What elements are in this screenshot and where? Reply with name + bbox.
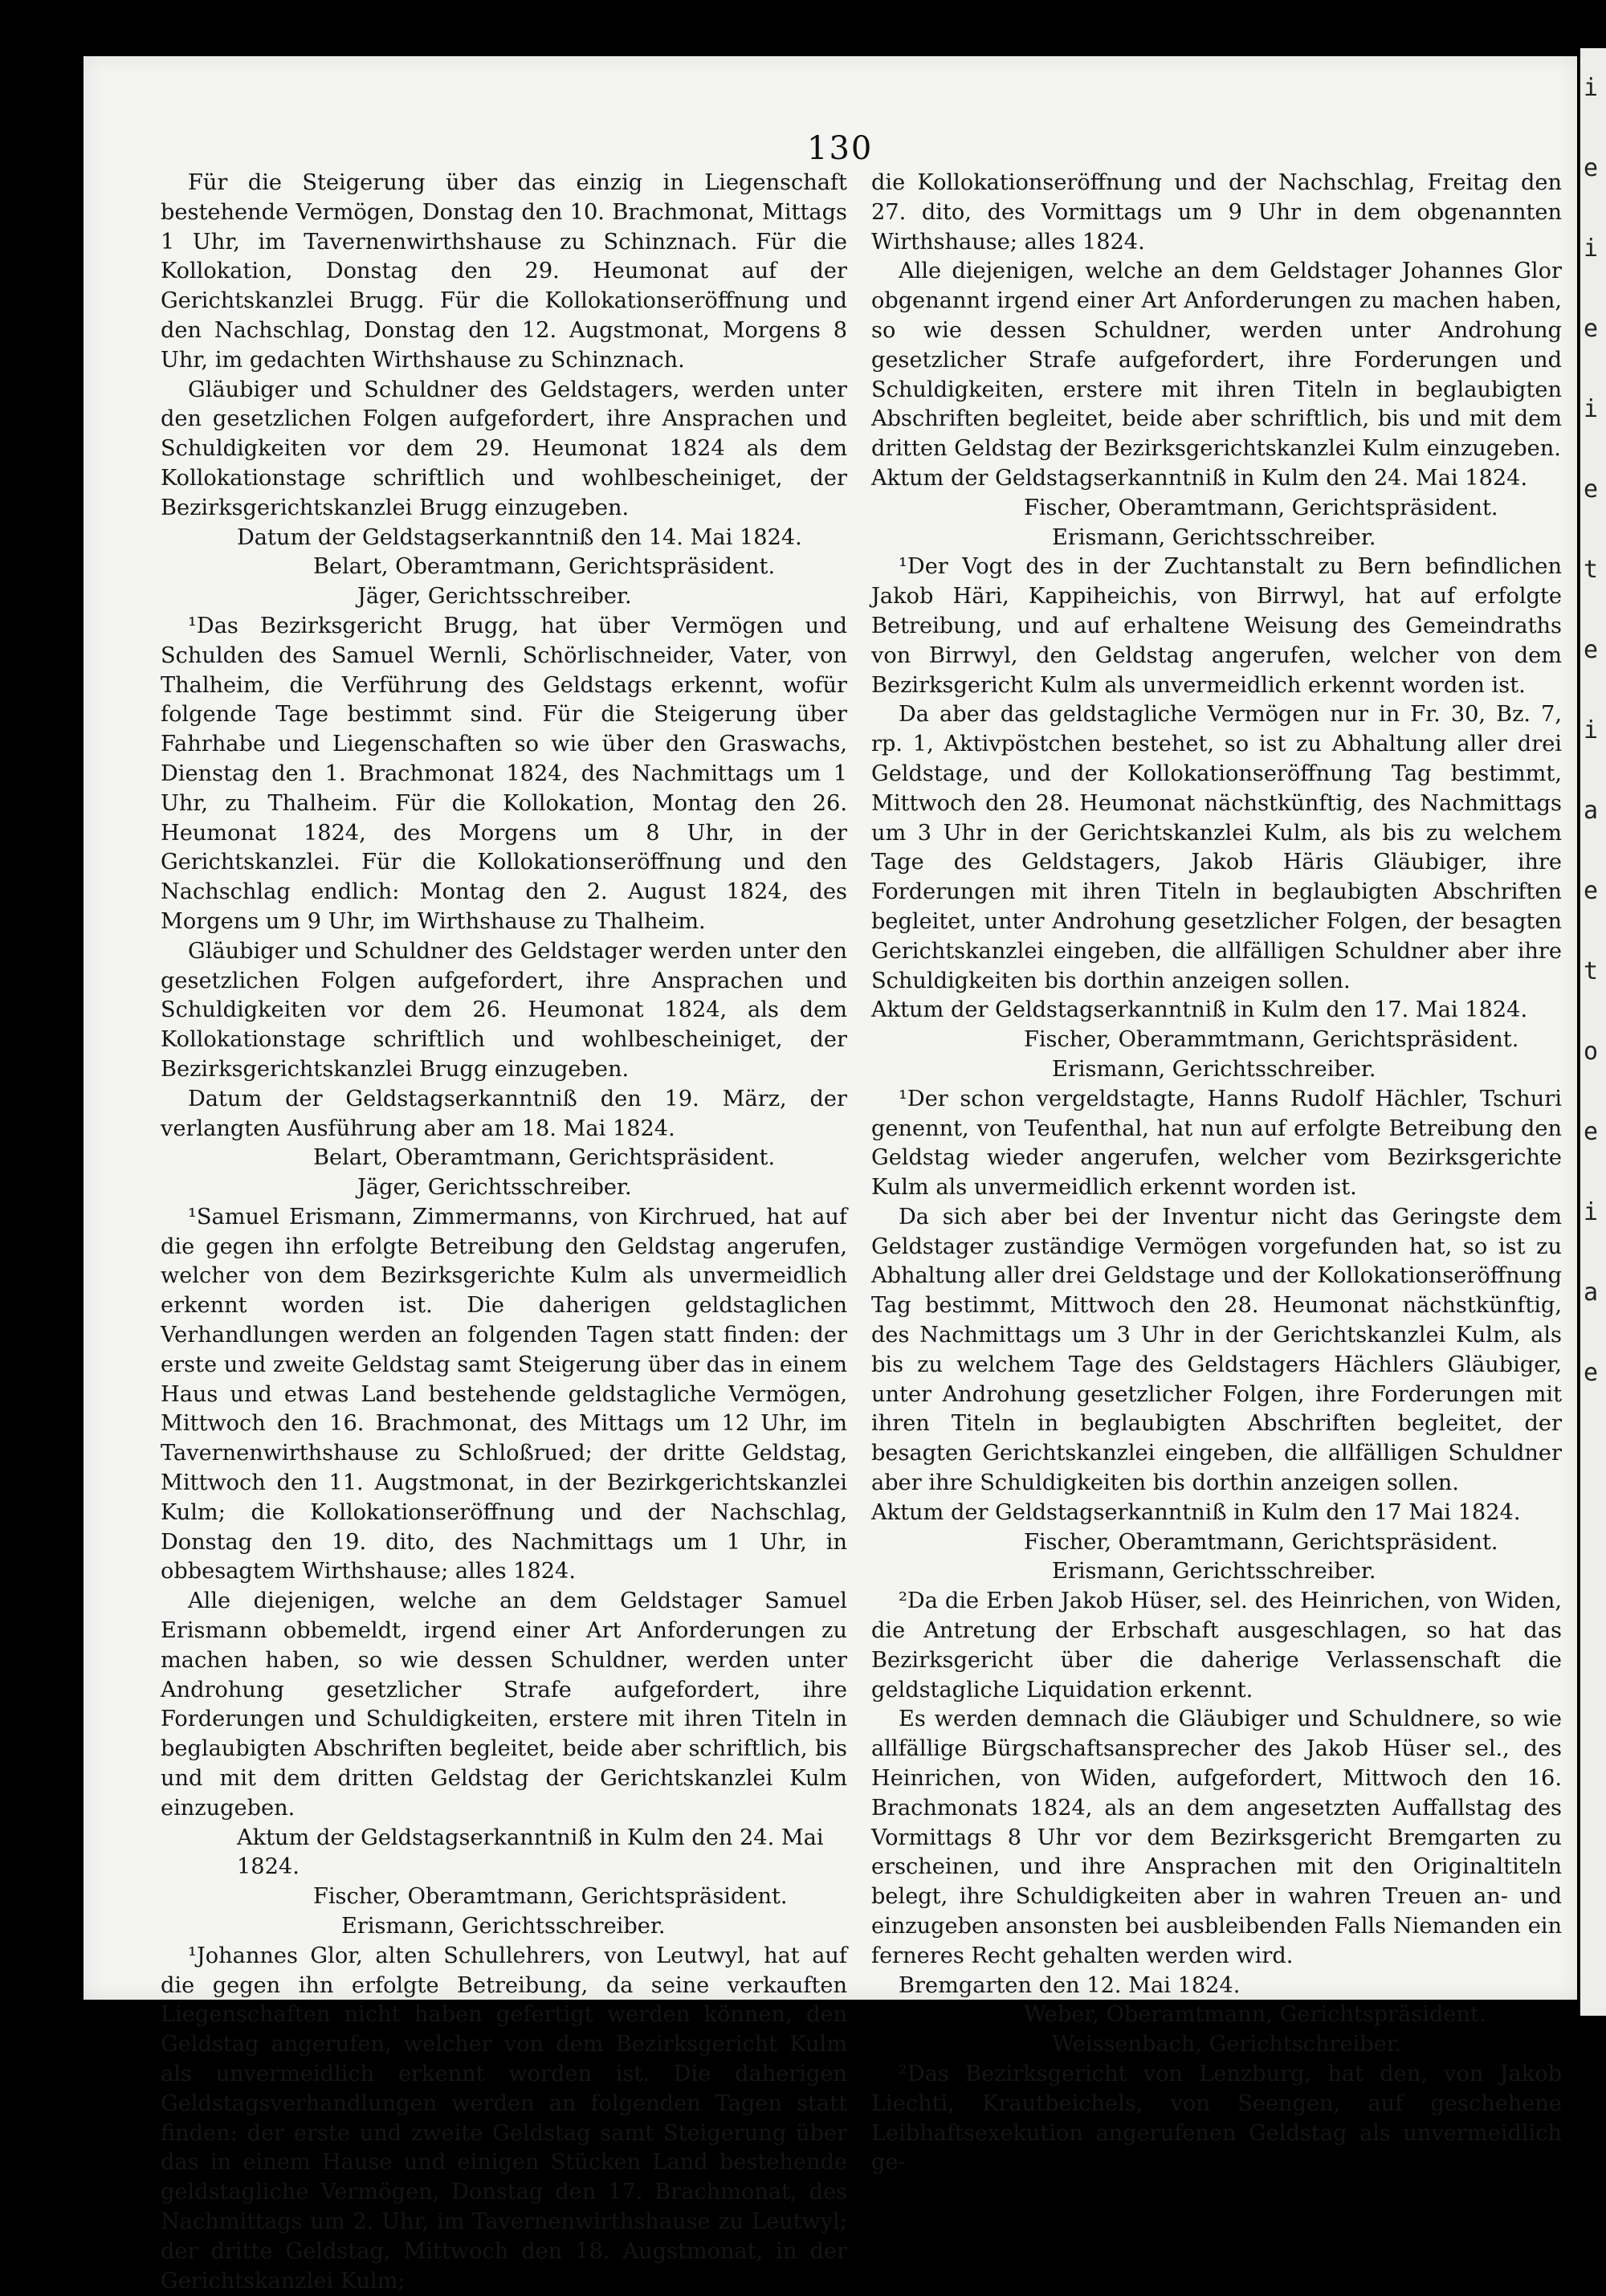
adjacent-page-edge — [1580, 48, 1606, 2016]
date-line: Datum der Geldstagserkanntniß den 14. Mai 1824. — [237, 524, 802, 550]
date-line: Aktum der Geldstagserkanntniß in Kulm den 17. Mai 1824. — [871, 997, 1528, 1023]
date-line: Datum der Geldstagserkanntniß den 19. März, der verlangten Ausführung aber am 18. Mai 1824. — [161, 1086, 847, 1141]
date-line: Aktum der Geldstagserkanntniß in Kulm den 24. Mai 1824. — [237, 1825, 824, 1880]
edge-char: e — [1584, 1118, 1599, 1146]
paragraph: ¹Der schon vergeldstagte, Hanns Rudolf Hächler, Tschuri genennt, von Teufenthal, hat nun auf erfolgte Betreibung den Geldstag wieder angerufen, welcher vom Bezirksgerichte Kulm als unvermeidlich erkennt worden ist. — [871, 1086, 1562, 1201]
date-line: Aktum der Geldstagserkanntniß in Kulm den 17 Mai 1824. — [871, 1499, 1521, 1525]
edge-char: i — [1584, 395, 1599, 423]
paragraph: Gläubiger und Schuldner des Geldstager werden unter den gesetzlichen Folgen aufgefordert, ihre Ansprachen und Schuldigkeiten vor dem 26. Heumonat 1824, als dem Kollokationstage schriftlich und wohlbescheiniget, der Bezirksgerichtskanzlei Brugg einzugeben. — [161, 938, 847, 1082]
paragraph: Da sich aber bei der Inventur nicht das Geringste dem Geldstager zuständige Vermögen vorgefunden hat, so ist zu Abhaltung aller drei Geldstage und der Kollokationseröffnung Tag bestimmt, Mittwoch den 28. Heumonat nächstkünftig, des Nachmittags um 3 Uhr in der Gerichtskanzlei Kulm, als bis zu welchem Tage des Geldstagers Hächlers Gläubiger, unter Androhung gesetzlicher Folgen, ihre Forderungen mit ihren Titeln in beglaubigten Abschriften begleitet, der besagten Gerichtskanzlei eingeben, die allfälligen Schuldner aber ihre Schuldigkeiten bis dorthin anzeigen sollen. — [871, 1204, 1562, 1496]
page-number: 130 — [807, 130, 874, 167]
right-column — [871, 169, 1562, 2178]
edge-char: a — [1584, 797, 1599, 825]
signature-line: Jäger, Gerichtsschreiber. — [357, 1175, 632, 1201]
edge-char: a — [1584, 1279, 1599, 1307]
edge-char: e — [1584, 154, 1599, 182]
paragraph: Alle diejenigen, welche an dem Geldstager Samuel Erismann obbemeldt, irgend einer Art Anforderungen zu machen haben, so wie dessen Schuldner, werden unter Androhung gesetzlicher Strafe aufgefordert, ihre Forderungen und Schuldigkeiten, erstere mit ihren Titeln in beglaubigten Abschriften begleitet, beide aber schriftlich, bis und mit dem dritten Geldstag der Gerichtskanzlei Kulm einzugeben. — [161, 1588, 847, 1821]
paragraph: Gläubiger und Schuldner des Geldstagers, werden unter den gesetzlichen Folgen aufgefordert, ihre Ansprachen und Schuldigkeiten vor dem 29. Heumonat 1824 als dem Kollokationstage schriftlich und wohlbescheiniget, der Bezirksgerichtskanzlei Brugg einzugeben. — [161, 377, 847, 520]
edge-char: e — [1584, 877, 1599, 905]
edge-char: t — [1584, 957, 1599, 985]
paragraph: Alle diejenigen, welche an dem Geldstager Johannes Glor obgenannt irgend einer Art Anforderungen zu machen haben, so wie dessen Schuldner, werden unter Androhung gesetzlicher Strafe aufgefordert, ihre Forderungen und Schuldigkeiten, erstere mit ihren Titeln in beglaubigten Abschriften begleitet, beide aber schriftlich, bis und mit dem dritten Geldstag der Bezirksgerichtskanzlei Kulm einzugeben. — [871, 259, 1562, 462]
signature-line: Erismann, Gerichtsschreiber. — [341, 1914, 666, 1939]
edge-char: i — [1584, 1198, 1599, 1226]
signature-line: Erismann, Gerichtsschreiber. — [1052, 1559, 1376, 1584]
signature-line: Belart, Oberamtmann, Gerichtspräsident. — [313, 554, 776, 580]
edge-char: t — [1584, 556, 1599, 584]
paragraph: ¹Samuel Erismann, Zimmermanns, von Kirchrued, hat auf die gegen ihn erfolgte Betreibung den Geldstag angerufen, welcher von dem Bezirksgerichte Kulm als unvermeidlich erkennt worden ist. Die daherigen geldstaglichen Verhandlungen werden an folgenden Tagen statt finden: der erste und zweite Geldstag samt Steigerung über das in einem Haus und etwas Land bestehende geldstagliche Vermögen, Mittwoch den 16. Brachmonat, des Mittags um 12 Uhr, im Tavernenwirthshause zu Schloßrued; der dritte Geldstag, Mittwoch den 11. Augstmonat, in der Bezirkgerichtskanzlei Kulm; die Kollokationseröffnung und der Nachschlag, Donstag den 19. dito, des Nachmittags um 1 Uhr, in obbesagtem Wirthshause; alles 1824. — [161, 1204, 847, 1584]
signature-line: Fischer, Oberamtmann, Gerichtspräsident. — [1024, 495, 1498, 520]
date-line: Bremgarten den 12. Mai 1824. — [899, 1972, 1241, 1998]
edge-char: i — [1584, 234, 1599, 263]
signature-line: Fischer, Oberammtmann, Gerichtspräsident. — [1024, 1027, 1519, 1053]
signature-line: Weissenbach, Gerichtschreiber. — [1052, 2032, 1402, 2057]
signature-line: Fischer, Oberamtmann, Gerichtspräsident. — [1024, 1529, 1498, 1555]
signature-line: Weber, Oberamtmann, Gerichtspräsident. — [1024, 2002, 1486, 2028]
edge-char: i — [1584, 74, 1599, 102]
edge-char: e — [1584, 315, 1599, 343]
signature-line: Belart, Oberamtmann, Gerichtspräsident. — [313, 1145, 776, 1171]
edge-char: o — [1584, 1038, 1599, 1066]
paragraph: ¹Johannes Glor, alten Schullehrers, von Leutwyl, hat auf die gegen ihn erfolgte Betreibung, da seine verkauften Liegenschaften nicht haben gefertigt werden können, den Geldstag angerufen, welcher von dem Bezirksgericht Kulm als unvermeidlich erkennt worden ist. Die daherigen Geldstagsverhandlungen werden an folgenden Tagen statt finden: der erste und zweite Geldstag samt Steigerung über das in einem Hause und einigen Stücken Land bestehende geldstagliche Vermögen, Donstag den 17. Brachmonat, des Nachmittags um 2. Uhr, im Tavernenwirthshause zu Leutwyl; der dritte Geldstag, Mittwoch den 18. Augstmonat, in der Gerichtskanzlei Kulm; — [161, 1943, 847, 2294]
signature-line: Erismann, Gerichtsschreiber. — [1052, 1056, 1376, 1082]
paragraph: ²Da die Erben Jakob Hüser, sel. des Heinrichen, von Widen, die Antretung der Erbschaft ausgeschlagen, so hat das Bezirksgericht über die daherige Verlassenschaft die geldstagliche Liquidation erkennt. — [871, 1588, 1562, 1703]
edge-char: e — [1584, 636, 1599, 664]
signature-line: Fischer, Oberamtmann, Gerichtspräsident. — [313, 1884, 788, 1910]
paragraph: Es werden demnach die Gläubiger und Schuldnere, so wie allfällige Bürgschaftsansprecher des Jakob Hüser sel., des Heinrichen, von Widen, aufgefordert, Mittwoch den 16. Brachmonats 1824, als an dem angesetzten Auffallstag des Vormittags 8 Uhr vor dem Bezirksgericht Bremgarten zu erscheinen, und ihre Ansprachen mit den Originaltiteln belegt, ihre Schuldigkeiten aber in wahren Treuen an- und einzugeben ansonsten bei ausbleibenden Falls Niemanden ein ferneres Recht gehalten werden wird. — [871, 1707, 1562, 1968]
left-column — [161, 169, 847, 2296]
paragraph: ¹Das Bezirksgericht Brugg, hat über Vermögen und Schulden des Samuel Wernli, Schörlischneider, Vater, von Thalheim, die Verführung des Geldstags erkennt, wofür folgende Tage bestimmt sind. Für die Steigerung über Fahrhabe und Liegenschaften so wie über den Graswachs, Dienstag den 1. Brachmonat 1824, des Nachmittags um 1 Uhr, zu Thalheim. Für die Kollokation, Montag den 26. Heumonat 1824, des Morgens um 8 Uhr, in der Gerichtskanzlei. Für die Kollokationseröffnung und den Nachschlag endlich: Montag den 2. August 1824, des Morgens um 9 Uhr, im Wirthshause zu Thalheim. — [161, 613, 847, 934]
edge-char: i — [1584, 716, 1599, 744]
signature-line: Erismann, Gerichtsschreiber. — [1052, 524, 1376, 550]
paragraph: ²Das Bezirksgericht von Lenzburg, hat den, von Jakob Liechti, Krautbeichels, von Seengen, auf geschehene Leibhaftsexekution angerufenen Geldstag als unvermeidlich ge- — [871, 2062, 1562, 2176]
paragraph: die Kollokationseröffnung und der Nachschlag, Freitag den 27. dito, des Vormittags um 9 Uhr in dem obgenannten Wirthshause; alles 1824. — [871, 170, 1562, 255]
paragraph: Für die Steigerung über das einzig in Liegenschaft bestehende Vermögen, Donstag den 10. Brachmonat, Mittags 1 Uhr, im Tavernenwirthshause zu Schinznach. Für die Kollokation, Donstag den 29. Heumonat auf der Gerichtskanzlei Brugg. Für die Kollokationseröffnung und den Nachschlag, Donstag den 12. Augstmonat, Morgens 8 Uhr, im gedachten Wirthshause zu Schinznach. — [161, 170, 847, 373]
signature-line: Jäger, Gerichtsschreiber. — [357, 584, 632, 610]
edge-char: e — [1584, 475, 1599, 504]
paragraph: Da aber das geldstagliche Vermögen nur in Fr. 30, Bz. 7, rp. 1, Aktivpöstchen bestehet, so ist zu Abhaltung aller drei Geldstage, und der Kollokationseröffnung Tag bestimmt, Mittwoch den 28. Heumonat nächstkünftig, des Nachmittags um 3 Uhr in der Gerichtskanzlei Kulm, als bis zu welchem Tage des Geldstagers, Jakob Häris Gläubiger, ihre Forderungen mit ihren Titeln in beglaubigten Abschriften begleitet, unter Androhung gesetzlicher Folgen, der besagten Gerichtskanzlei eingeben, die allfälligen Schuldner aber ihre Schuldigkeiten bis dorthin anzeigen sollen. — [871, 702, 1562, 993]
date-line: Aktum der Geldstagserkanntniß in Kulm den 24. Mai 1824. — [871, 465, 1528, 491]
edge-char: e — [1584, 1359, 1599, 1387]
paragraph: ¹Der Vogt des in der Zuchtanstalt zu Bern befindlichen Jakob Häri, Kappiheichis, von Birrwyl, hat auf erfolgte Betreibung, und auf erhaltene Weisung des Gemeindraths von Birrwyl, den Geldstag angerufen, welcher von dem Bezirksgericht Kulm als unvermeidlich erkennt worden ist. — [871, 554, 1562, 698]
